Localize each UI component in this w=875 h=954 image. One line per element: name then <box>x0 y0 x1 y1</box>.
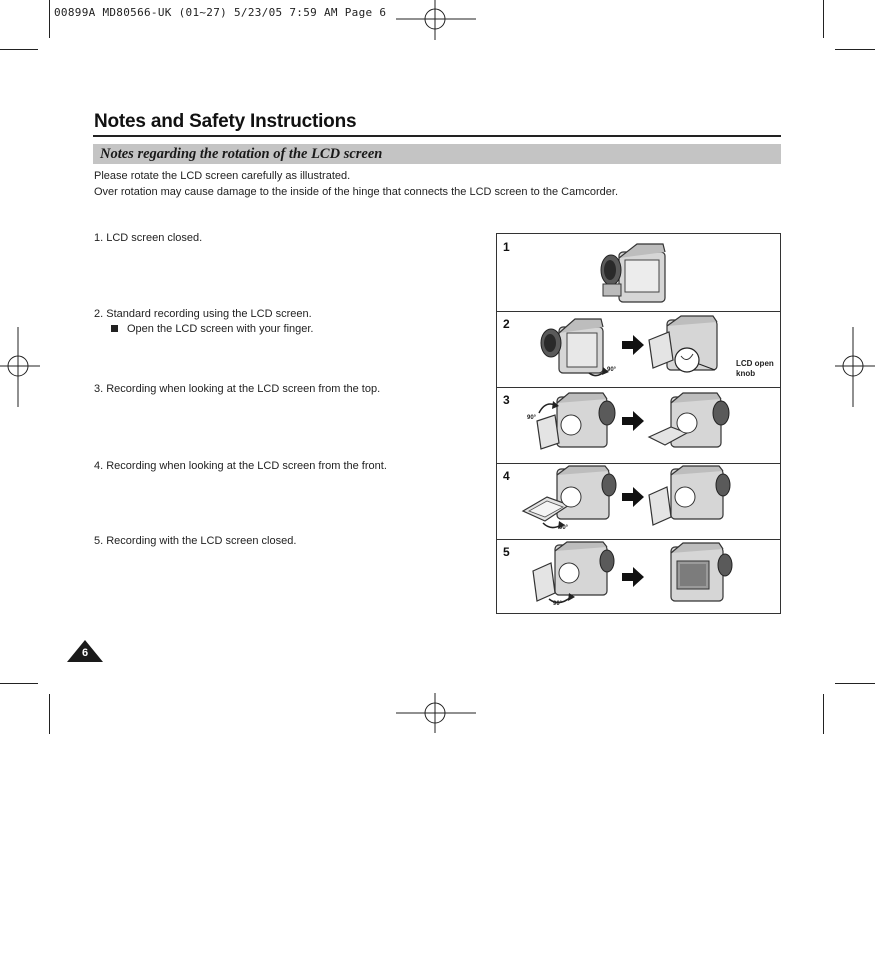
registration-mark-icon <box>835 327 875 407</box>
crop-mark-br-h <box>835 683 875 684</box>
crop-mark-bl-v <box>49 694 50 734</box>
crop-mark-tl-v <box>49 0 50 38</box>
right-arrow-icon <box>622 335 644 355</box>
camcorder-illustration <box>521 465 617 535</box>
print-slug: 00899A MD80566-UK (01~27) 5/23/05 7:59 AM Page 6 <box>54 6 387 19</box>
angle-label: 90° <box>553 601 563 607</box>
figure-row <box>497 311 780 388</box>
crop-mark-br-v <box>823 694 824 734</box>
angle-label: 90° <box>607 367 617 373</box>
registration-mark-icon <box>396 693 476 733</box>
figure-row <box>497 463 780 540</box>
intro-line: Over rotation may cause damage to the inside of the hinge that connects the LCD screen to the Camcorder. <box>94 186 619 198</box>
figure-row <box>497 539 780 613</box>
figure-row <box>497 387 780 464</box>
figure-row <box>497 234 780 312</box>
step-subitem-text: Open the LCD screen with your finger. <box>127 323 314 335</box>
registration-mark-icon <box>0 327 40 407</box>
crop-mark-bl-h <box>0 683 38 684</box>
title-divider <box>93 135 781 137</box>
camcorder-illustration <box>531 541 621 611</box>
camcorder-illustration <box>647 465 737 535</box>
camcorder-illustration <box>647 391 733 459</box>
intro-line: Please rotate the LCD screen carefully as illustrated. <box>94 170 351 182</box>
rotation-figure <box>496 233 781 614</box>
right-arrow-icon <box>622 487 644 507</box>
right-arrow-icon <box>622 567 644 587</box>
callout-line: LCD open <box>736 359 774 368</box>
step-item: 2. Standard recording using the LCD screen. <box>94 308 312 320</box>
angle-label: 90° <box>527 415 537 421</box>
figure-row-number: 1 <box>503 240 510 254</box>
callout-label <box>736 359 774 379</box>
page-number: 6 <box>81 647 89 659</box>
step-item: 5. Recording with the LCD screen closed. <box>94 535 297 547</box>
right-arrow-icon <box>622 411 644 431</box>
camcorder-illustration <box>533 391 619 459</box>
crop-mark-tr-v <box>823 0 824 38</box>
camcorder-illustration <box>665 541 735 607</box>
registration-mark-icon <box>396 0 476 40</box>
camcorder-illustration <box>597 238 672 308</box>
figure-row-number: 4 <box>503 469 510 483</box>
step-item: 3. Recording when looking at the LCD screen from the top. <box>94 383 381 395</box>
step-item: 4. Recording when looking at the LCD screen from the front. <box>94 460 387 472</box>
section-title: Notes regarding the rotation of the LCD screen <box>100 146 383 162</box>
step-item: 1. LCD screen closed. <box>94 232 203 244</box>
step-subitem <box>111 323 313 335</box>
angle-label: 90° <box>559 525 569 531</box>
callout-line: knob <box>736 369 756 378</box>
crop-mark-tr-h <box>835 49 875 50</box>
square-bullet-icon <box>111 325 118 332</box>
camcorder-illustration <box>537 315 609 381</box>
figure-row-number: 5 <box>503 545 510 559</box>
figure-row-number: 3 <box>503 393 510 407</box>
figure-row-number: 2 <box>503 317 510 331</box>
page-title: Notes and Safety Instructions <box>94 111 357 132</box>
camcorder-illustration <box>647 314 732 386</box>
crop-mark-tl-h <box>0 49 38 50</box>
